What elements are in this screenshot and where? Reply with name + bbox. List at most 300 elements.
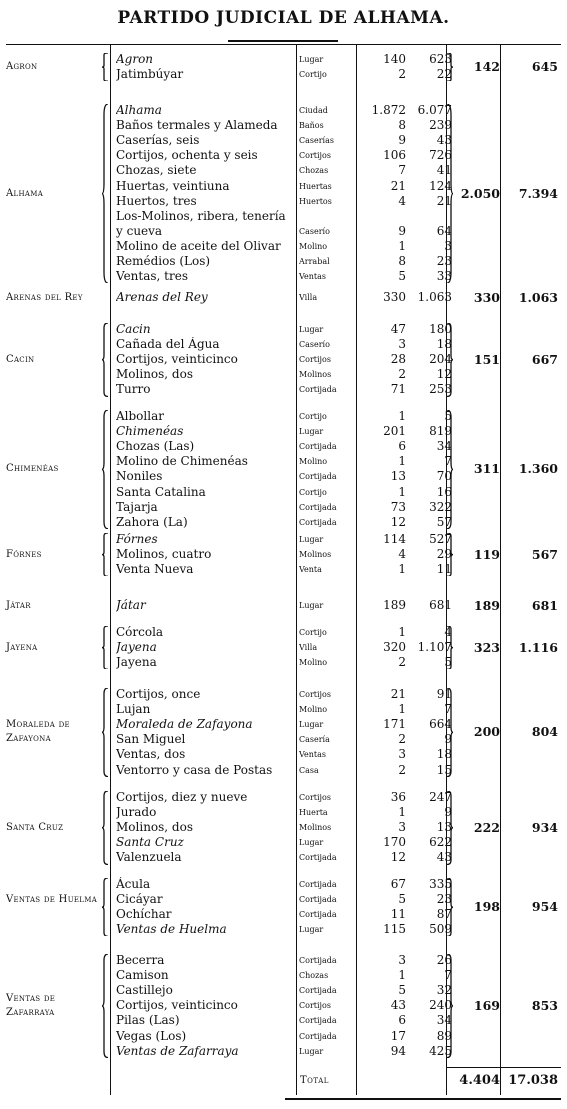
group-name: Arenas del Rey bbox=[6, 291, 83, 303]
place-type: Villa bbox=[299, 643, 318, 653]
table-row bbox=[110, 953, 452, 968]
group-inh: 567 bbox=[531, 546, 558, 562]
group-inh: 934 bbox=[531, 819, 558, 835]
population: 3 bbox=[398, 337, 406, 352]
table-row bbox=[110, 367, 452, 382]
group-pop: 2.050 bbox=[460, 185, 500, 201]
inhabitants: 26 bbox=[436, 953, 452, 967]
place-name: Alhama bbox=[116, 103, 162, 117]
table-row bbox=[110, 732, 452, 747]
population: 115 bbox=[383, 922, 406, 937]
place-type: Huertas bbox=[299, 181, 332, 191]
divider-totals bbox=[500, 44, 501, 1095]
place-type: Molino bbox=[299, 658, 328, 668]
inhabitants: 5 bbox=[444, 655, 452, 670]
left-brace bbox=[102, 410, 109, 529]
inhabitants: 34 bbox=[436, 1013, 452, 1028]
inhabitants: 322 bbox=[429, 499, 452, 514]
place-name: Fórnes bbox=[116, 532, 158, 546]
population: 5 bbox=[398, 892, 406, 907]
population: 12 bbox=[390, 850, 406, 865]
place-name: Chozas (Las) bbox=[116, 439, 195, 454]
place-name: Turro bbox=[116, 382, 151, 397]
place-type: Chozas bbox=[299, 166, 329, 176]
group-name: Cacin bbox=[6, 353, 35, 365]
population: 94 bbox=[390, 1043, 406, 1058]
place-type: Casa bbox=[299, 765, 319, 775]
inhabitants: 4 bbox=[444, 625, 452, 639]
place-name: Cortijos, veinticinco bbox=[116, 352, 238, 367]
inhabitants: 7 bbox=[444, 702, 452, 717]
table-row bbox=[110, 717, 452, 732]
population: 9 bbox=[398, 223, 406, 238]
table-row bbox=[110, 337, 452, 352]
place-name: Castillejo bbox=[116, 983, 173, 998]
inhabitants: 64 bbox=[436, 223, 452, 238]
table-row bbox=[110, 322, 452, 337]
inhabitants: 124 bbox=[429, 178, 452, 193]
place-type: Cortijada bbox=[299, 385, 337, 395]
population: 1.872 bbox=[371, 103, 406, 117]
place-name: Arenas del Rey bbox=[116, 290, 208, 304]
population: 8 bbox=[398, 118, 406, 133]
group-name: Ventas de Huelma bbox=[6, 894, 98, 906]
inhabitants: 9 bbox=[444, 805, 452, 820]
table-row bbox=[110, 983, 452, 998]
place-type: Lugar bbox=[299, 601, 324, 610]
population: 2 bbox=[398, 762, 406, 777]
place-name: Molinos, cuatro bbox=[116, 547, 212, 562]
place-name: Moraleda de Zafayona bbox=[116, 717, 253, 732]
population: 3 bbox=[398, 747, 406, 762]
place-name: Camison bbox=[116, 968, 169, 983]
inhabitants: 70 bbox=[436, 469, 452, 484]
inhabitants: 89 bbox=[436, 1028, 452, 1043]
table-row bbox=[110, 922, 452, 937]
page-title: PARTIDO JUDICIAL DE ALHAMA. bbox=[117, 8, 450, 28]
group-pop: 330 bbox=[473, 289, 500, 305]
place-name: y cueva bbox=[116, 223, 163, 238]
table-row bbox=[110, 223, 452, 239]
population: 330 bbox=[383, 290, 406, 304]
population: 6 bbox=[398, 1013, 406, 1028]
place-name: Cortijos, veinticinco bbox=[116, 998, 238, 1013]
place-name: Becerra bbox=[116, 953, 165, 967]
inhabitants: 43 bbox=[436, 133, 452, 148]
group-name: Jayena bbox=[6, 641, 38, 653]
place-type: Molino bbox=[299, 457, 328, 467]
population: 5 bbox=[398, 269, 406, 284]
inhabitants: 12 bbox=[436, 367, 452, 382]
population: 170 bbox=[383, 835, 406, 850]
left-brace bbox=[102, 533, 109, 576]
place-name: Huertos, tres bbox=[116, 193, 197, 208]
place-type: Cortijada bbox=[299, 1031, 337, 1041]
population: 47 bbox=[390, 322, 406, 336]
group-pop: 189 bbox=[473, 597, 500, 613]
left-brace bbox=[102, 104, 109, 283]
place-name: Córcola bbox=[116, 625, 164, 639]
population: 1 bbox=[398, 238, 406, 253]
place-name: Ochíchar bbox=[116, 907, 172, 922]
table-row bbox=[110, 805, 452, 820]
inhabitants: 43 bbox=[436, 850, 452, 865]
inhabitants: 13 bbox=[436, 820, 452, 835]
inhabitants: 664 bbox=[429, 717, 452, 732]
population: 1 bbox=[398, 409, 406, 423]
inhabitants: 33 bbox=[436, 269, 452, 284]
inhabitants: 9 bbox=[444, 732, 452, 747]
population: 171 bbox=[383, 717, 406, 732]
place-name: Agron bbox=[116, 52, 154, 66]
place-type: Caserío bbox=[299, 340, 330, 350]
inhabitants: 5 bbox=[444, 409, 452, 423]
place-type: Molino bbox=[299, 705, 328, 715]
table-row bbox=[110, 52, 452, 67]
table-row bbox=[110, 762, 452, 778]
table-row bbox=[110, 409, 452, 424]
population: 36 bbox=[390, 790, 406, 804]
place-type: Venta bbox=[299, 565, 322, 575]
place-type: Cortijos bbox=[299, 793, 331, 802]
group-inh: 1.116 bbox=[518, 639, 558, 655]
population: 2 bbox=[398, 732, 406, 747]
table-row bbox=[110, 702, 452, 717]
inhabitants: 11 bbox=[436, 562, 452, 577]
table-row bbox=[110, 547, 452, 562]
place-type: Cortijada bbox=[299, 853, 337, 863]
inhabitants: 240 bbox=[429, 998, 452, 1013]
table-row bbox=[110, 892, 452, 907]
place-type: Cortijada bbox=[299, 986, 337, 996]
population: 7 bbox=[398, 163, 406, 178]
table-row bbox=[110, 790, 452, 805]
table-row bbox=[110, 562, 452, 577]
group-pop: 311 bbox=[473, 461, 500, 477]
place-type: Cortijos bbox=[299, 690, 331, 699]
inhabitants: 34 bbox=[436, 439, 452, 454]
population: 1 bbox=[398, 968, 406, 983]
place-type: Caserío bbox=[299, 226, 330, 236]
place-name: Jayena bbox=[116, 655, 157, 670]
group-inh: 954 bbox=[531, 899, 558, 915]
population: 11 bbox=[390, 907, 406, 922]
place-name: Remédios (Los) bbox=[116, 254, 211, 268]
table-row bbox=[110, 640, 452, 655]
place-type: Lugar bbox=[299, 925, 324, 935]
population: 189 bbox=[383, 598, 406, 612]
left-brace bbox=[102, 626, 109, 669]
table-row bbox=[110, 352, 452, 367]
inhabitants: 21 bbox=[436, 193, 452, 208]
place-name: Vegas (Los) bbox=[116, 1028, 187, 1043]
population: 3 bbox=[398, 953, 406, 967]
left-brace bbox=[102, 791, 109, 865]
group-name: Fórnes bbox=[6, 548, 42, 560]
inhabitants: 57 bbox=[436, 514, 452, 529]
table-row bbox=[110, 439, 452, 454]
place-type: Cortijada bbox=[299, 880, 337, 889]
table-row bbox=[110, 968, 452, 983]
place-name: Noniles bbox=[116, 469, 163, 484]
table-row bbox=[110, 382, 452, 397]
place-type: Cortijo bbox=[299, 70, 327, 80]
place-name: Caserías, seis bbox=[116, 133, 200, 148]
population: 3 bbox=[398, 820, 406, 835]
group-pop: 198 bbox=[473, 899, 500, 915]
inhabitants: 253 bbox=[429, 382, 452, 397]
inhabitants: 6.077 bbox=[417, 103, 452, 117]
population: 5 bbox=[398, 983, 406, 998]
place-name: Cacin bbox=[116, 322, 151, 336]
place-name: Molino de aceite del Olivar bbox=[116, 238, 281, 253]
population: 1 bbox=[398, 702, 406, 717]
place-type: Cortijo bbox=[299, 487, 327, 497]
population: 21 bbox=[390, 687, 406, 701]
inhabitants: 204 bbox=[429, 352, 452, 367]
table-row bbox=[110, 514, 452, 530]
place-type: Lugar bbox=[299, 1046, 324, 1056]
place-type: Baños bbox=[299, 121, 324, 131]
place-name: Cortijos, diez y nueve bbox=[116, 790, 248, 804]
place-name: Pilas (Las) bbox=[116, 1013, 180, 1028]
table-row bbox=[110, 532, 452, 547]
group-inh: 7.394 bbox=[518, 185, 558, 201]
place-name: Baños termales y Alameda bbox=[116, 118, 278, 133]
place-type: Cortijada bbox=[299, 517, 337, 527]
place-name: Ventas, tres bbox=[116, 269, 188, 284]
group-pop: 169 bbox=[473, 997, 500, 1013]
place-name: Ventas de Huelma bbox=[116, 922, 227, 937]
table-row bbox=[110, 687, 452, 702]
place-type: Cortijada bbox=[299, 442, 337, 452]
population: 1 bbox=[398, 454, 406, 469]
inhabitants: 623 bbox=[429, 52, 452, 66]
population: 320 bbox=[383, 640, 406, 655]
population: 2 bbox=[398, 367, 406, 382]
place-name: Jurado bbox=[116, 805, 157, 820]
place-name: Zahora (La) bbox=[116, 514, 188, 529]
group-pop: 151 bbox=[473, 351, 500, 367]
total-pop: 4.404 bbox=[459, 1073, 500, 1088]
group-inh: 681 bbox=[531, 597, 558, 613]
inhabitants: 509 bbox=[429, 922, 452, 937]
top-rule bbox=[6, 44, 561, 45]
group-inh: 1.063 bbox=[518, 289, 558, 305]
table-row bbox=[110, 655, 452, 670]
place-name: Huertas, veintiuna bbox=[116, 178, 230, 193]
place-type: Caserías bbox=[299, 136, 334, 146]
place-name: Molinos, dos bbox=[116, 820, 193, 835]
population: 1 bbox=[398, 625, 406, 639]
inhabitants: 23 bbox=[436, 254, 452, 268]
place-type: Lugar bbox=[299, 325, 324, 334]
title-rule bbox=[228, 40, 338, 42]
place-name: Santa Catalina bbox=[116, 484, 206, 499]
inhabitants: 32 bbox=[436, 983, 452, 998]
table-row bbox=[110, 67, 452, 82]
inhabitants: 726 bbox=[429, 148, 452, 163]
place-name: Cicáyar bbox=[116, 892, 163, 907]
population: 21 bbox=[390, 178, 406, 193]
group-name: Játar bbox=[6, 599, 31, 611]
population: 12 bbox=[390, 514, 406, 529]
inhabitants: 527 bbox=[429, 532, 452, 546]
left-brace bbox=[102, 53, 109, 81]
place-type: Cortijada bbox=[299, 956, 337, 965]
group-pop: 222 bbox=[473, 819, 500, 835]
table-row bbox=[110, 290, 452, 305]
inhabitants: 41 bbox=[436, 163, 452, 178]
group-inh: 804 bbox=[531, 724, 558, 740]
population: 1 bbox=[398, 805, 406, 820]
place-name: Lujan bbox=[116, 702, 151, 717]
population: 106 bbox=[383, 148, 406, 163]
inhabitants: 335 bbox=[429, 877, 452, 891]
inhabitants: 180 bbox=[429, 322, 452, 336]
population: 13 bbox=[390, 469, 406, 484]
place-type: Cortijos bbox=[299, 355, 331, 365]
left-brace bbox=[102, 878, 109, 936]
group-name: Chimenéas bbox=[6, 463, 59, 475]
place-type: Ventas bbox=[299, 750, 327, 760]
place-name: Jatimbúyar bbox=[116, 67, 184, 82]
place-name: Játar bbox=[116, 598, 146, 612]
population: 17 bbox=[390, 1028, 406, 1043]
table-row bbox=[110, 193, 452, 209]
table-row bbox=[110, 148, 452, 163]
group-pop: 142 bbox=[473, 59, 500, 75]
group-pop: 119 bbox=[473, 546, 500, 562]
place-name: Albollar bbox=[116, 409, 164, 423]
group-name: Agron bbox=[6, 61, 38, 73]
inhabitants: 681 bbox=[429, 598, 452, 612]
place-type: Huertos bbox=[299, 196, 332, 206]
left-brace bbox=[102, 954, 109, 1058]
table-row bbox=[110, 133, 452, 148]
place-type: Cortijada bbox=[299, 472, 337, 482]
inhabitants: 18 bbox=[436, 747, 452, 762]
table-row bbox=[110, 625, 452, 640]
table-row bbox=[110, 163, 452, 178]
table-row bbox=[110, 1043, 452, 1059]
inhabitants: 819 bbox=[429, 424, 452, 439]
place-type: Cortijada bbox=[299, 1016, 337, 1026]
table-row bbox=[110, 1013, 452, 1028]
group-pop: 323 bbox=[473, 639, 500, 655]
place-name: Ventas, dos bbox=[116, 747, 186, 762]
place-name: Molinos, dos bbox=[116, 367, 193, 382]
population: 73 bbox=[390, 499, 406, 514]
population: 1 bbox=[398, 484, 406, 499]
inhabitants: 29 bbox=[436, 547, 452, 562]
table-row bbox=[110, 254, 452, 269]
inhabitants: 91 bbox=[436, 687, 452, 701]
place-name: Molino de Chimenéas bbox=[116, 454, 248, 469]
left-brace bbox=[102, 323, 109, 397]
place-type: Molinos bbox=[299, 823, 332, 833]
place-type: Huerta bbox=[299, 808, 328, 818]
place-name: Venta Nueva bbox=[116, 562, 194, 577]
inhabitants: 15 bbox=[436, 762, 452, 777]
place-type: Ciudad bbox=[299, 106, 328, 115]
table-row bbox=[110, 103, 452, 118]
population: 1 bbox=[398, 562, 406, 577]
total-label: Total bbox=[300, 1075, 329, 1086]
table-row bbox=[110, 209, 446, 224]
group-name: Moraleda de Zafayona bbox=[6, 719, 70, 745]
table-row bbox=[110, 424, 452, 439]
left-brace bbox=[102, 688, 109, 777]
group-inh: 1.360 bbox=[518, 461, 558, 477]
total-rule bbox=[446, 1067, 561, 1068]
place-type: Villa bbox=[299, 293, 318, 302]
inhabitants: 3 bbox=[444, 238, 452, 253]
place-type: Molinos bbox=[299, 550, 332, 560]
place-type: Chozas bbox=[299, 971, 329, 981]
place-type: Cortijada bbox=[299, 910, 337, 920]
place-name: Valenzuela bbox=[116, 850, 182, 865]
place-name: Ácula bbox=[116, 877, 151, 891]
inhabitants: 7 bbox=[444, 454, 452, 469]
table-row bbox=[110, 998, 452, 1013]
table-row bbox=[110, 178, 452, 194]
table-row bbox=[110, 877, 452, 892]
place-name: Ventas de Zafarraya bbox=[116, 1043, 239, 1058]
population: 9 bbox=[398, 133, 406, 148]
population: 43 bbox=[390, 998, 406, 1013]
population: 2 bbox=[398, 67, 406, 82]
table-row bbox=[110, 747, 452, 762]
population: 140 bbox=[383, 52, 406, 66]
table-row bbox=[110, 835, 452, 850]
group-name: Alhama bbox=[6, 187, 44, 199]
place-type: Cortijo bbox=[299, 628, 327, 637]
place-name: Tajarja bbox=[116, 499, 158, 514]
population: 2 bbox=[398, 655, 406, 670]
place-name: Jayena bbox=[116, 640, 157, 655]
group-name: Ventas de Zafarraya bbox=[6, 992, 56, 1018]
place-type: Cortijos bbox=[299, 151, 331, 161]
place-type: Lugar bbox=[299, 720, 324, 730]
group-inh: 645 bbox=[531, 59, 558, 75]
population: 201 bbox=[383, 424, 406, 439]
place-type: Ventas bbox=[299, 272, 327, 282]
population: 4 bbox=[398, 193, 406, 208]
group-inh: 853 bbox=[531, 997, 558, 1013]
table-row bbox=[110, 484, 452, 500]
population: 4 bbox=[398, 547, 406, 562]
table-row bbox=[110, 907, 452, 922]
table-row bbox=[110, 850, 452, 865]
table-row bbox=[110, 469, 452, 484]
population: 67 bbox=[390, 877, 406, 891]
place-name: Chimenéas bbox=[116, 424, 184, 439]
inhabitants: 18 bbox=[436, 337, 452, 352]
place-name: Ventorro y casa de Postas bbox=[116, 762, 273, 777]
place-name: Santa Cruz bbox=[116, 835, 184, 850]
inhabitants: 16 bbox=[436, 484, 452, 499]
place-name: Cortijos, ochenta y seis bbox=[116, 148, 258, 163]
place-type: Lugar bbox=[299, 838, 324, 848]
total-inh: 17.038 bbox=[508, 1073, 558, 1088]
group-name: Santa Cruz bbox=[6, 821, 64, 833]
table-row bbox=[110, 454, 452, 469]
place-name: San Miguel bbox=[116, 732, 186, 747]
place-type: Cortijada bbox=[299, 502, 337, 512]
inhabitants: 22 bbox=[436, 67, 452, 82]
population: 114 bbox=[383, 532, 406, 546]
